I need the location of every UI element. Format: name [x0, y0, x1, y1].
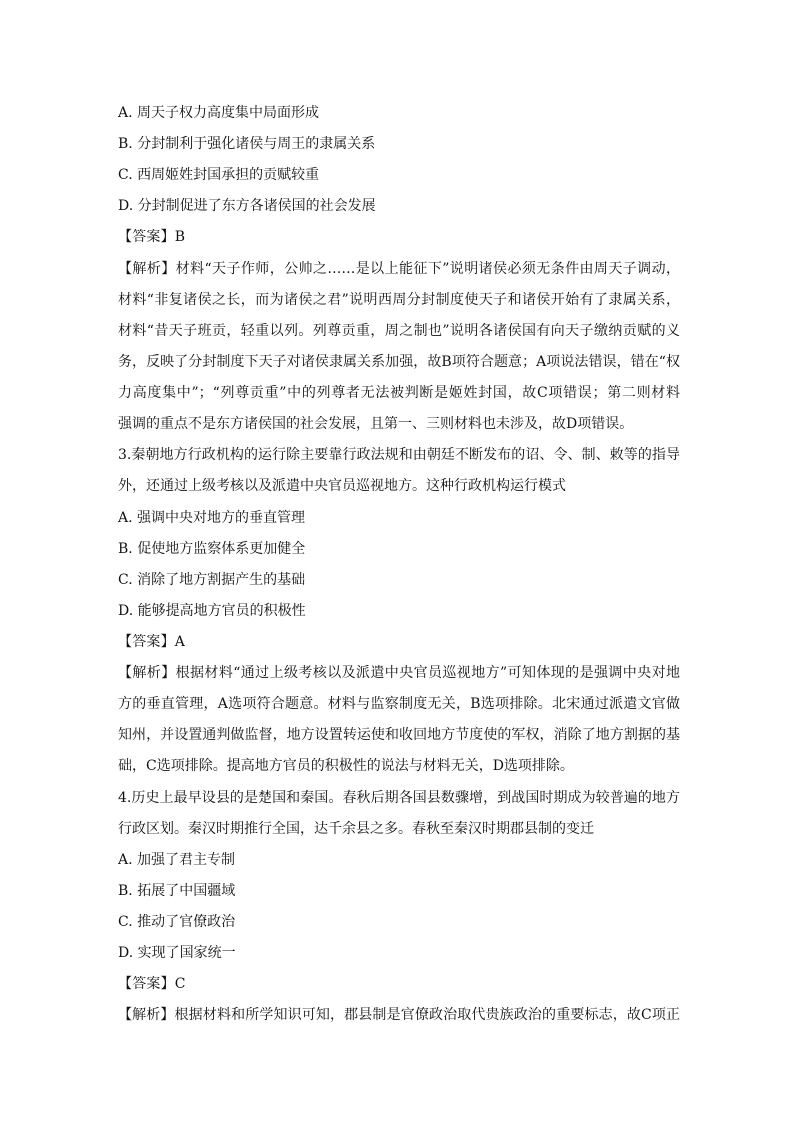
q3-analysis-line-2: 方的垂直管理，A选项符合题意。材料与监察制度无关，B选项排除。北宋通过派遣文官做 — [118, 696, 680, 712]
q4-analysis-line-1: 【解析】根据材料和所学知识可知，郡县制是官僚政治取代贵族政治的重要标志，故C项正 — [118, 1007, 680, 1023]
q3-option-d: D. 能够提高地方官员的积极性 — [118, 603, 306, 619]
q2-analysis-line-2: 材料“非复诸侯之长，而为诸侯之君”说明西周分封制度使天子和诸侯开始有了隶属关系， — [118, 292, 680, 308]
q4-option-c: C. 推动了官僚政治 — [118, 914, 236, 930]
q4-option-a: A. 加强了君主专制 — [118, 852, 236, 868]
q3-analysis-line-1: 【解析】根据材料“通过上级考核以及派遣中央官员巡视地方”可知体现的是强调中央对地 — [118, 665, 680, 681]
q3-stem-line-1: 3.秦朝地方行政机构的运行除主要靠行政法规和由朝廷不断发布的诏、令、制、敕等的指导 — [118, 447, 680, 463]
q2-analysis-line-4: 务，反映了分封制度下天子对诸侯隶属关系加强，故B项符合题意；A项说法错误，错在“权 — [118, 354, 680, 370]
q2-answer: 【答案】B — [118, 229, 186, 245]
q4-stem-line-1: 4.历史上最早设县的是楚国和秦国。春秋后期各国县数骤增，到战国时期成为较普遍的地方 — [118, 790, 680, 806]
q4-option-b: B. 拓展了中国疆域 — [118, 883, 236, 899]
q2-option-c: C. 西周姬姓封国承担的贡赋较重 — [118, 167, 320, 183]
q2-analysis-line-3: 材料“昔天子班贡，轻重以列。列尊贡重，周之制也”说明各诸侯国有向天子缴纳贡赋的义 — [118, 323, 680, 339]
q2-option-d: D. 分封制促进了东方各诸侯国的社会发展 — [118, 198, 376, 214]
q2-analysis-line-6: 强调的重点不是东方诸侯国的社会发展，且第一、三则材料也未涉及，故D项错误。 — [118, 416, 634, 432]
q3-stem-line-2: 外，还通过上级考核以及派遣中央官员巡视地方。这种行政机构运行模式 — [118, 478, 566, 494]
q2-analysis-line-5: 力高度集中”；“列尊贡重”中的列尊者无法被判断是姬姓封国，故C项错误；第二则材料 — [118, 385, 680, 401]
q2-option-b: B. 分封制利于强化诸侯与周王的隶属关系 — [118, 136, 376, 152]
q3-option-b: B. 促使地方监察体系更加健全 — [118, 541, 306, 557]
q3-analysis-line-4: 础，C选项排除。提高地方官员的积极性的说法与材料无关，D选项排除。 — [118, 758, 574, 774]
q2-option-a: A. 周天子权力高度集中局面形成 — [118, 105, 320, 121]
q3-answer: 【答案】A — [118, 634, 186, 650]
q3-option-c: C. 消除了地方割据产生的基础 — [118, 572, 306, 588]
q3-option-a: A. 强调中央对地方的垂直管理 — [118, 510, 306, 526]
q4-option-d: D. 实现了国家统一 — [118, 945, 236, 961]
q2-analysis-line-1: 【解析】材料“天子作师，公帅之……是以上能征下”说明诸侯必须无条件由周天子调动， — [118, 261, 680, 277]
q3-analysis-line-3: 知州，并设置通判做监督，地方设置转运使和收回地方节度使的军权，消除了地方割据的基 — [118, 727, 680, 743]
q4-answer: 【答案】C — [118, 976, 186, 992]
q4-stem-line-2: 行政区划。秦汉时期推行全国，达千余县之多。春秋至秦汉时期郡县制的变迁 — [118, 821, 594, 837]
